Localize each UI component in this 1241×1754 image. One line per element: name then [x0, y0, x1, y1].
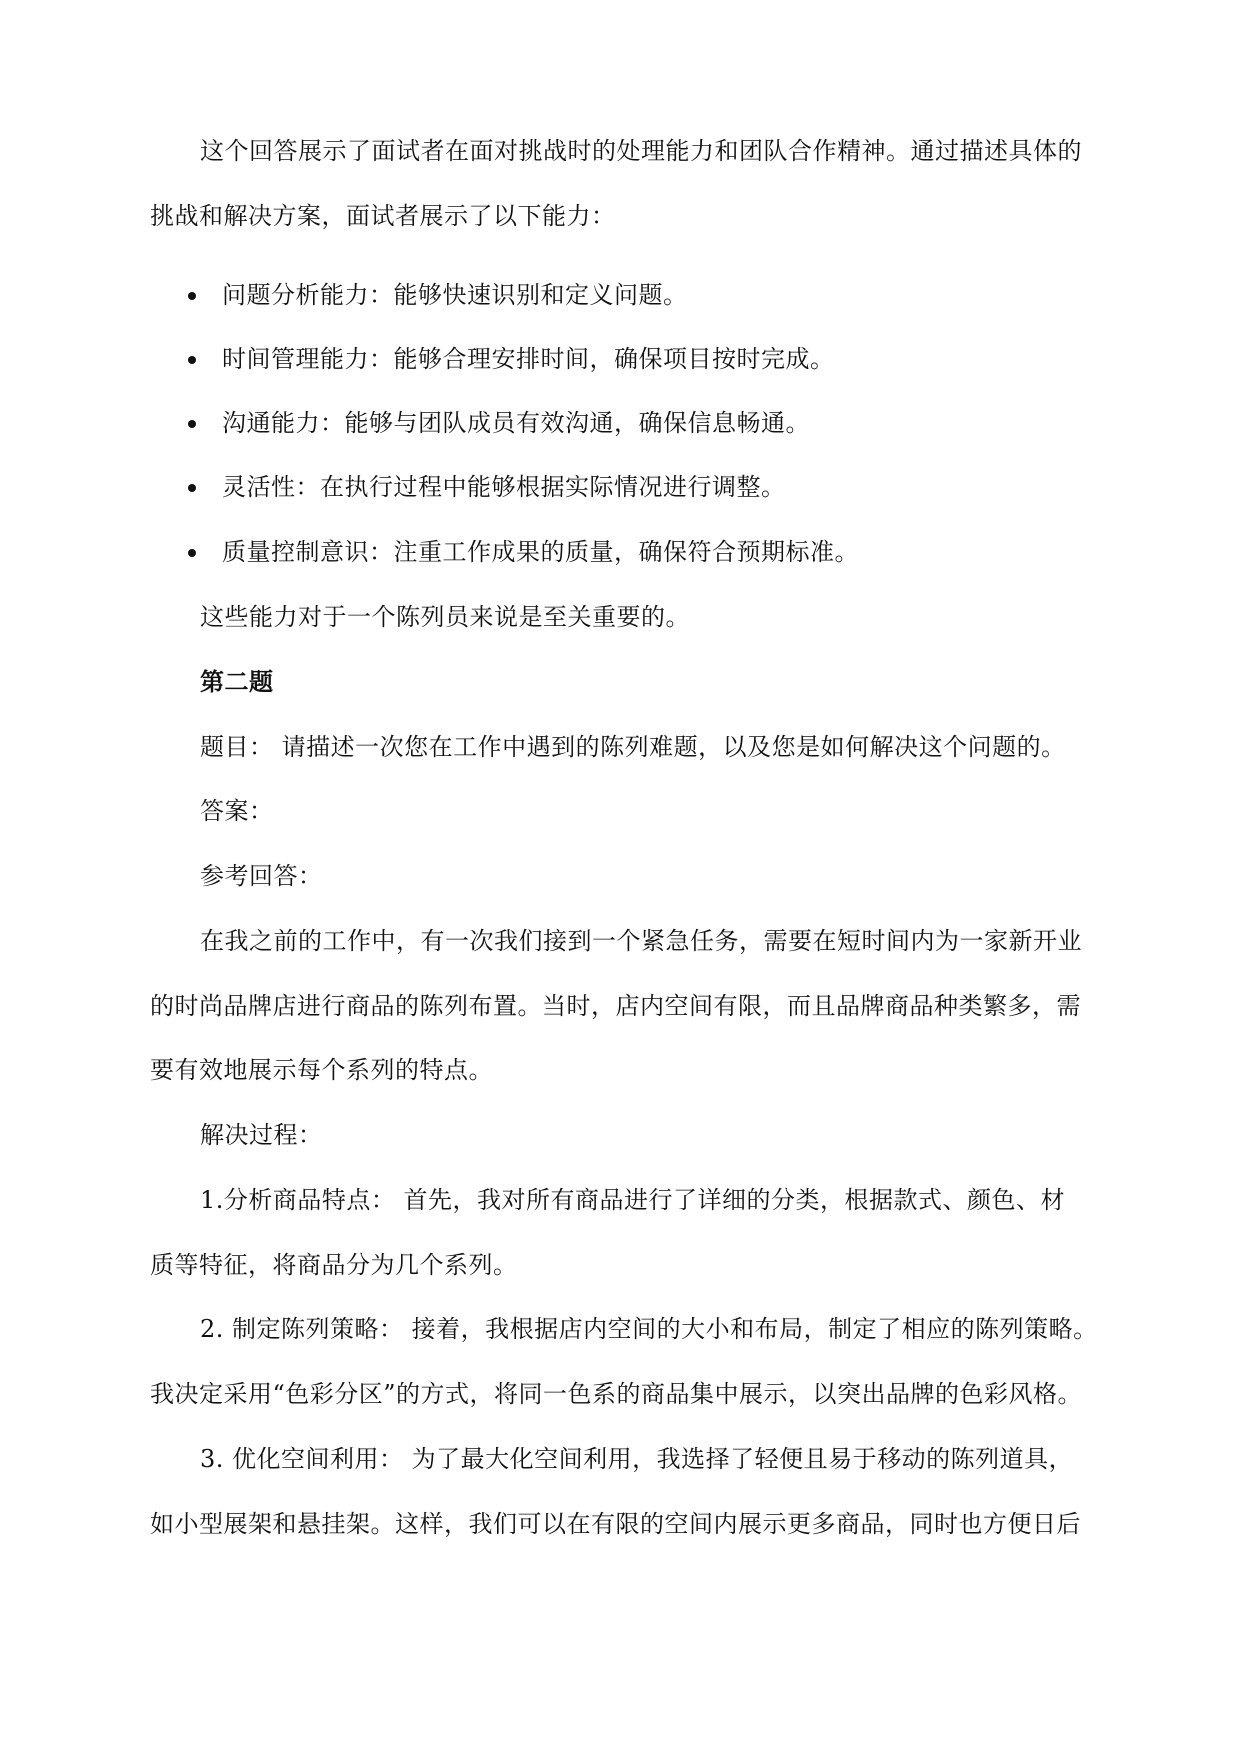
step-2-line-1: 2. 制定陈列策略： 接着，我根据店内空间的大小和布局，制定了相应的陈列策略。 — [200, 1315, 1098, 1343]
step-1-line-2: 质等特征，将商品分为几个系列。 — [150, 1251, 518, 1279]
process-label: 解决过程： — [200, 1121, 323, 1149]
question-prompt: 题目： 请描述一次您在工作中遇到的陈列难题，以及您是如何解决这个问题的。 — [200, 733, 1066, 761]
bullet-icon — [188, 484, 196, 492]
ability-item-4: 灵活性：在执行过程中能够根据实际情况进行调整。 — [222, 473, 786, 501]
step-3-line-1: 3. 优化空间利用： 为了最大化空间利用，我选择了轻便且易于移动的陈列道具， — [200, 1445, 1074, 1473]
ability-item-3: 沟通能力：能够与团队成员有效沟通，确保信息畅通。 — [222, 409, 810, 437]
story-line-3: 要有效地展示每个系列的特点。 — [150, 1056, 493, 1084]
intro-line-2: 挑战和解决方案，面试者展示了以下能力： — [150, 202, 616, 230]
ability-item-2: 时间管理能力：能够合理安排时间，确保项目按时完成。 — [222, 345, 835, 373]
story-line-1: 在我之前的工作中，有一次我们接到一个紧急任务，需要在短时间内为一家新开业 — [200, 927, 1082, 955]
reference-label: 参考回答： — [200, 862, 323, 890]
bullet-icon — [188, 292, 196, 300]
bullet-icon — [188, 356, 196, 364]
bullet-icon — [188, 420, 196, 428]
step-2-line-2: 我决定采用“色彩分区”的方式，将同一色系的商品集中展示，以突出品牌的色彩风格。 — [150, 1380, 1083, 1408]
ability-item-1: 问题分析能力：能够快速识别和定义问题。 — [222, 281, 688, 309]
step-1-line-1: 1.分析商品特点： 首先，我对所有商品进行了详细的分类，根据款式、颜色、材 — [200, 1186, 1066, 1214]
story-line-2: 的时尚品牌店进行商品的陈列布置。当时，店内空间有限，而且品牌商品种类繁多，需 — [150, 992, 1081, 1020]
question-heading: 第二题 — [200, 667, 274, 696]
answer-label: 答案： — [200, 797, 274, 825]
ability-item-5: 质量控制意识：注重工作成果的质量，确保符合预期标准。 — [222, 538, 859, 566]
bullet-icon — [188, 549, 196, 557]
intro-line-1: 这个回答展示了面试者在面对挑战时的处理能力和团队合作精神。通过描述具体的 — [200, 137, 1082, 165]
conclusion-text: 这些能力对于一个陈列员来说是至关重要的。 — [200, 603, 690, 631]
step-3-line-2: 如小型展架和悬挂架。这样，我们可以在有限的空间内展示更多商品，同时也方便日后 — [150, 1510, 1081, 1538]
